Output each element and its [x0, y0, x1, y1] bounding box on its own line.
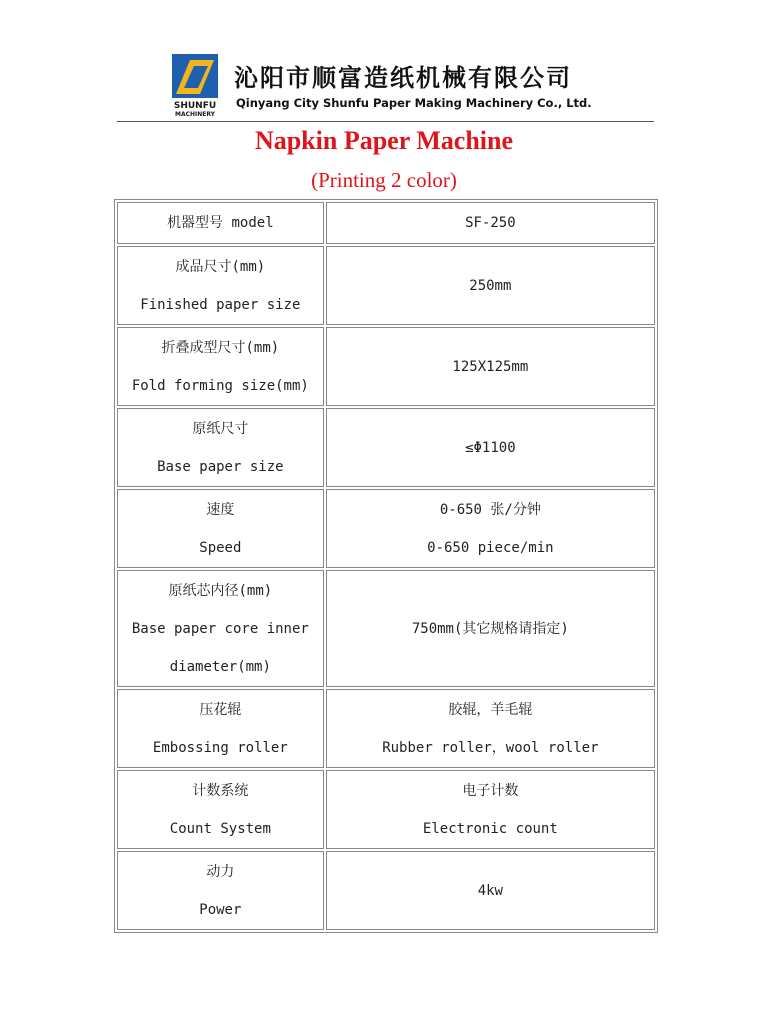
spec-label-text: 计数系统	[192, 782, 249, 799]
company-name-cn: 沁阳市顺富造纸机械有限公司	[234, 64, 572, 92]
page-title: Napkin Paper Machine	[254, 126, 514, 155]
logo-subtext: MACHINERY	[174, 111, 216, 118]
spec-label-text: 原纸尺寸	[192, 420, 249, 437]
spec-label-cell	[117, 327, 324, 406]
spec-label-text: 速度	[206, 501, 235, 518]
spec-value-text: 0-650 张/分钟	[439, 501, 541, 518]
spec-label-cell	[117, 689, 324, 768]
spec-row	[117, 246, 655, 325]
spec-value-text: 4kw	[477, 882, 503, 899]
spec-label-text: 动力	[206, 863, 235, 880]
spec-value-text: 125X125mm	[452, 358, 529, 375]
spec-value-text: 750mm(其它规格请指定)	[411, 620, 569, 637]
spec-label-text: Base paper core inner	[131, 620, 309, 637]
spec-row	[117, 489, 655, 568]
spec-row	[117, 570, 655, 687]
spec-label-text: Finished paper size	[140, 296, 301, 313]
spec-value-cell	[326, 327, 655, 406]
spec-label-text: Count System	[169, 820, 271, 837]
spec-value-cell	[326, 570, 655, 687]
header-divider	[117, 121, 654, 122]
spec-row	[117, 202, 655, 244]
spec-label-text: diameter(mm)	[169, 658, 271, 675]
spec-label-cell	[117, 489, 324, 568]
spec-value-text: 胶辊，羊毛辊	[448, 701, 533, 718]
spec-value-text: 250mm	[469, 277, 512, 294]
spec-value-cell	[326, 770, 655, 849]
spec-label-text: 压花辊	[199, 701, 242, 718]
spec-value-text: Electronic count	[422, 820, 558, 837]
spec-label-text: Embossing roller	[152, 739, 288, 756]
letterhead	[170, 54, 650, 118]
spec-value-text: SF-250	[465, 215, 516, 231]
spec-label-cell	[117, 246, 324, 325]
spec-label-cell	[117, 570, 324, 687]
spec-label-cell	[117, 770, 324, 849]
spec-label-text: Base paper size	[157, 458, 284, 475]
spec-value-cell	[326, 851, 655, 930]
company-name-en: Qinyang City Shunfu Paper Making Machinery Co., Ltd.	[236, 96, 592, 110]
spec-value-cell	[326, 246, 655, 325]
spec-value-text: 电子计数	[462, 782, 519, 799]
spec-value-text: ≤Φ1100	[465, 439, 516, 456]
spec-value-cell	[326, 408, 655, 487]
spec-value-cell	[326, 202, 655, 244]
spec-label-text: Power	[199, 901, 242, 918]
logo-text: SHUNFU	[173, 101, 217, 111]
spec-row	[117, 851, 655, 930]
spec-label-cell	[117, 408, 324, 487]
spec-label-text: 折叠成型尺寸(mm)	[161, 339, 280, 356]
spec-value-cell	[326, 489, 655, 568]
spec-value-cell	[326, 689, 655, 768]
spec-row	[117, 327, 655, 406]
spec-value-text: 0-650 piece/min	[427, 539, 554, 556]
spec-label-text: Speed	[199, 539, 242, 556]
spec-row	[117, 770, 655, 849]
spec-label-text: Fold forming size(mm)	[131, 377, 309, 394]
spec-value-text: Rubber roller，wool roller	[382, 739, 599, 756]
spec-label-text: 机器型号 model	[167, 215, 274, 231]
shunfu-logo	[170, 54, 220, 118]
spec-label-text: 原纸芯内径(mm)	[168, 582, 273, 599]
spec-label-cell	[117, 851, 324, 930]
spec-label-cell	[117, 202, 324, 244]
spec-label-text: 成品尺寸(mm)	[175, 258, 266, 275]
spec-table	[114, 199, 658, 933]
page-subtitle: (Printing 2 color)	[311, 168, 457, 192]
spec-row	[117, 689, 655, 768]
spec-row	[117, 408, 655, 487]
